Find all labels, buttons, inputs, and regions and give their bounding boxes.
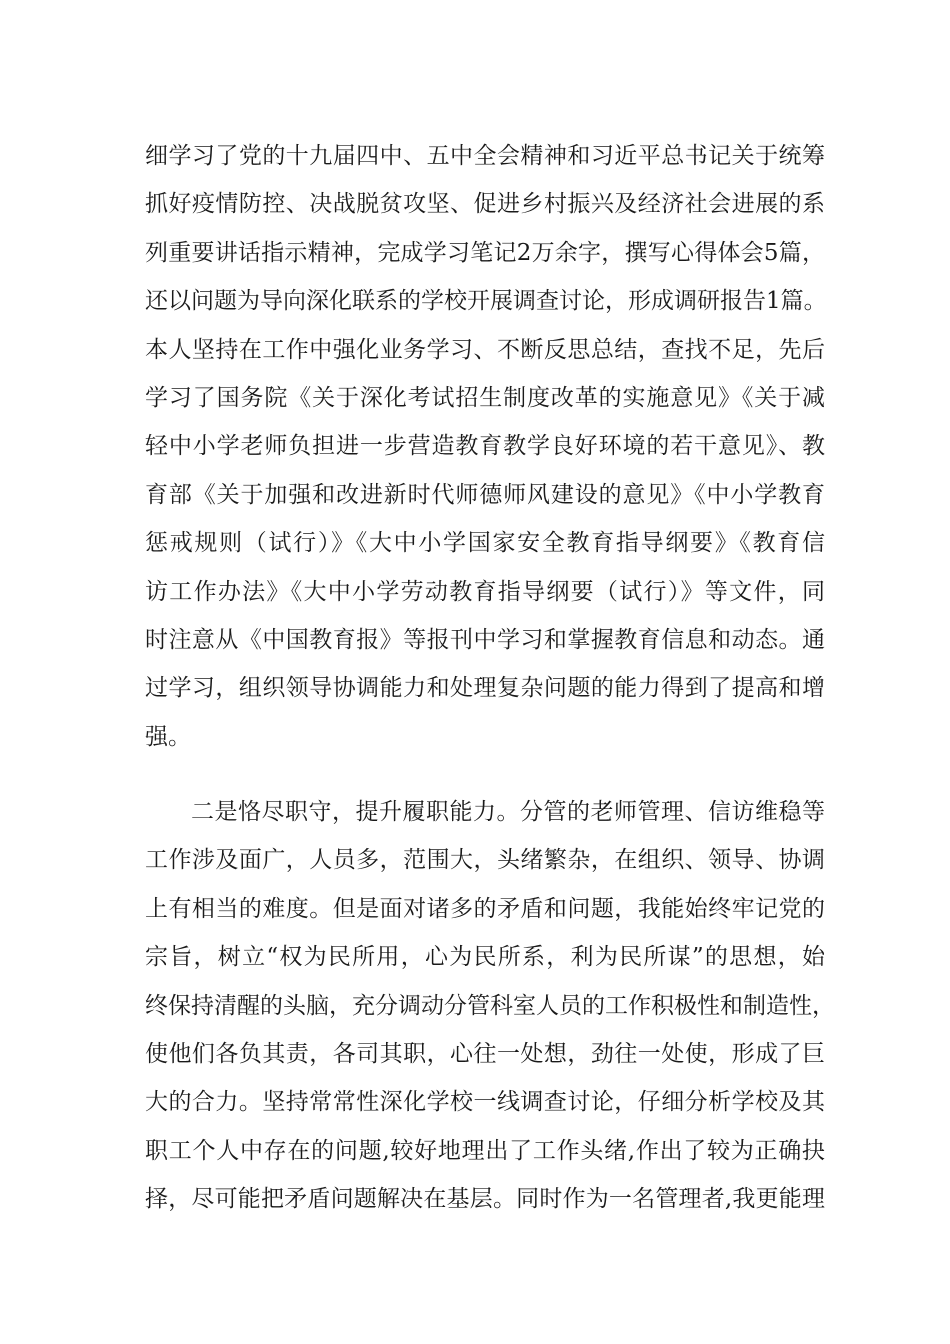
text-line: 职工个人中存在的问题,较好地理出了工作头绪,作出了较为正确抉 <box>145 1137 825 1164</box>
text-line: 细学习了党的十九届四中、五中全会精神和习近平总书记关于统筹 <box>145 143 825 169</box>
text-line: 时注意从《中国教育报》等报刊中学习和掌握教育信息和动态。通 <box>145 626 825 653</box>
text-line: 过学习，组织领导协调能力和处理复杂问题的能力得到了提高和增 <box>145 675 825 702</box>
text-line: 学习了国务院《关于深化考试招生制度改革的实施意见》《关于减 <box>145 384 825 411</box>
text-line: 使他们各负其责，各司其职，心往一处想，劲往一处使，形成了巨 <box>145 1041 825 1068</box>
text-line: 惩戒规则（试行）》《大中小学国家安全教育指导纲要》《教育信 <box>145 530 825 557</box>
paragraph-2 <box>145 788 835 1224</box>
text-line: 终保持清醒的头脑，充分调动分管科室人员的工作积极性和制造性， <box>145 992 835 1019</box>
text-line: 列重要讲话指示精神，完成学习笔记2万余字，撰写心得体会5篇， <box>145 239 825 266</box>
body-text <box>145 132 835 1224</box>
text-line: 访工作办法》《大中小学劳动教育指导纲要（试行）》等文件，同 <box>145 578 825 605</box>
text-line: 本人坚持在工作中强化业务学习、不断反思总结，查找不足，先后 <box>145 336 825 363</box>
text-line: 抓好疫情防控、决战脱贫攻坚、促进乡村振兴及经济社会进展的系 <box>145 191 825 218</box>
text-line: 择，尽可能把矛盾问题解决在基层。同时作为一名管理者,我更能理 <box>145 1186 825 1213</box>
paragraph-spacer <box>145 761 825 788</box>
text-line: 还以问题为导向深化联系的学校开展调查讨论，形成调研报告1篇。 <box>145 288 827 315</box>
text-line: 大的合力。坚持常常性深化学校一线调查讨论，仔细分析学校及其 <box>145 1089 825 1116</box>
text-line: 宗旨，树立“权为民所用，心为民所系，利为民所谋”的思想，始 <box>145 944 825 971</box>
paragraph-1 <box>145 132 825 761</box>
text-line: 上有相当的难度。但是面对诸多的矛盾和问题，我能始终牢记党的 <box>145 895 825 922</box>
text-line: 工作涉及面广，人员多，范围大，头绪繁杂，在组织、领导、协调 <box>145 847 825 874</box>
text-line: 强。 <box>145 723 191 750</box>
text-line: 育部《关于加强和改进新时代师德师风建设的意见》《中小学教育 <box>145 481 825 508</box>
text-line: 二是恪尽职守，提升履职能力。分管的老师管理、信访维稳等 <box>191 799 825 826</box>
text-line: 轻中小学老师负担进一步营造教育教学良好环境的若干意见》、教 <box>145 433 825 460</box>
